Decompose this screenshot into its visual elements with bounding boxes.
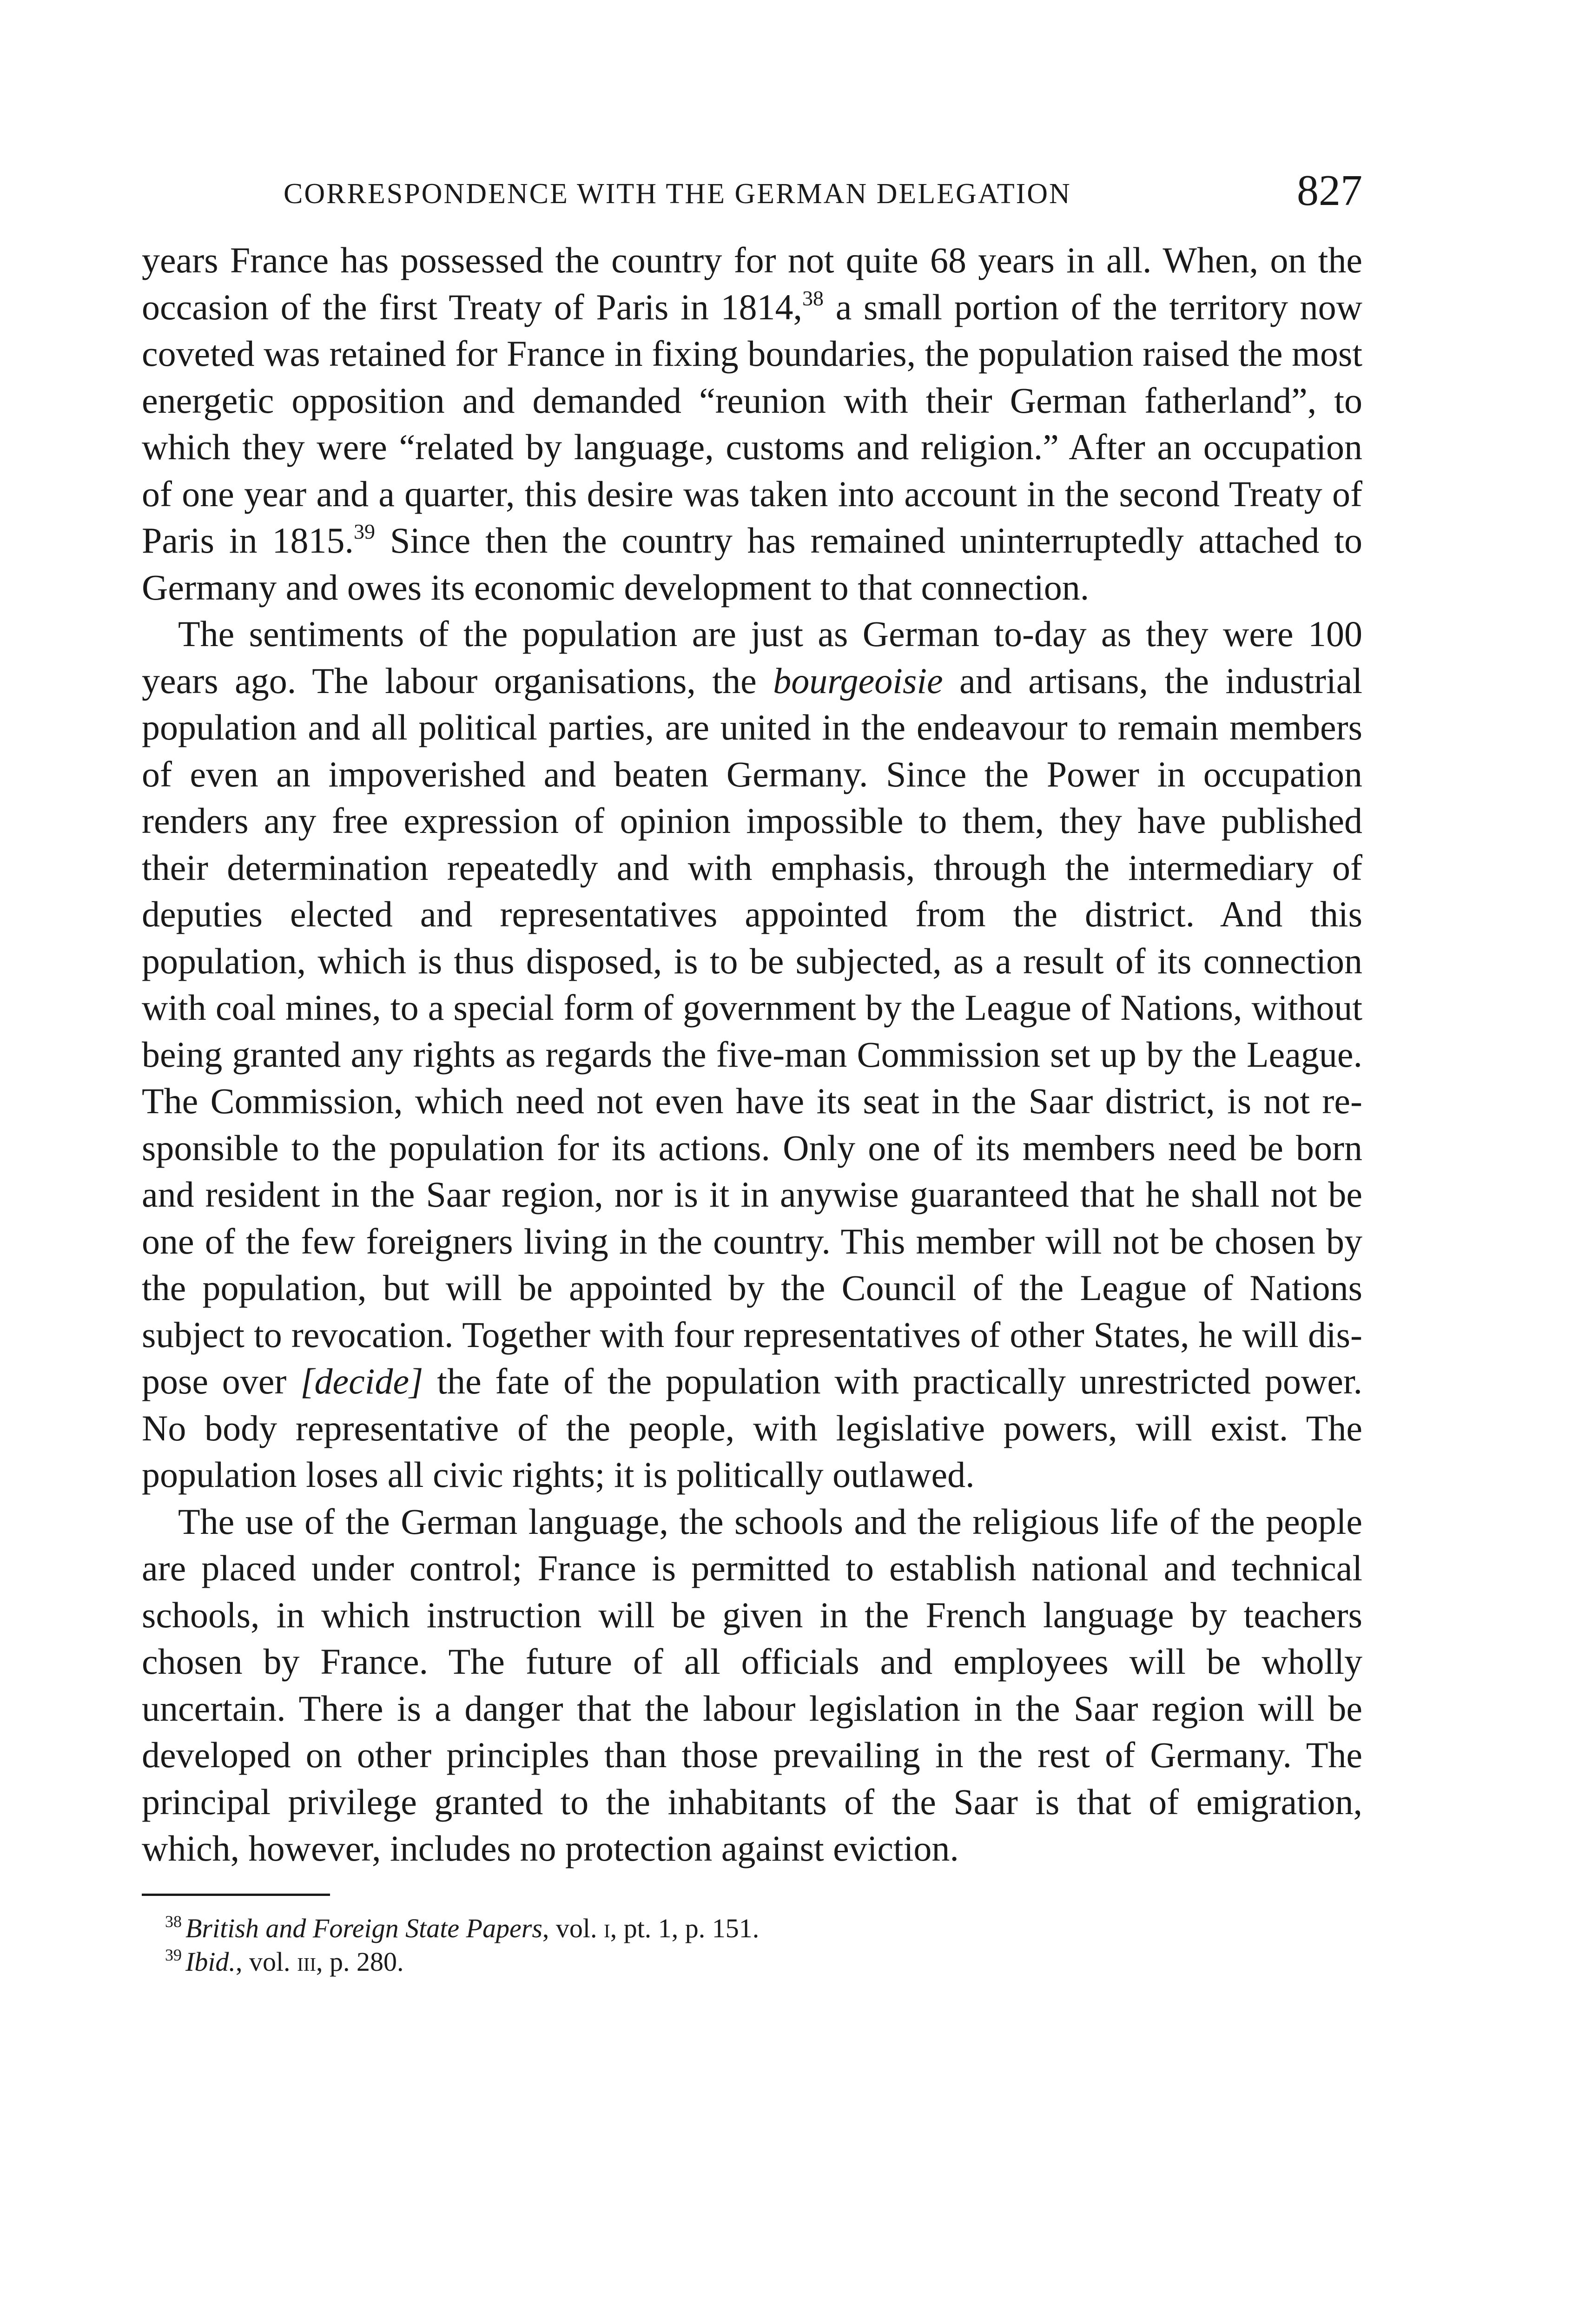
running-title: CORRESPONDENCE WITH THE GERMAN DELEGATION (284, 178, 1071, 210)
paragraph-1-part-c: Since then the country has remained uninterruptedly attached to Germany and owes its economic development to that connection. (142, 520, 1363, 607)
footnotes (142, 1912, 1362, 1979)
page-number: 827 (1297, 166, 1362, 215)
paragraph-2 (142, 611, 1362, 1499)
footnote-volume: i (604, 1913, 610, 1943)
footnote-ref-39[interactable]: 39 (354, 520, 376, 543)
paragraph-1-part-a: years France has possessed the country for not quite 68 years in all. When, on the occasion of the first Treaty of Paris in 1814, (142, 240, 1362, 327)
paragraph-2-part-b: and artisans, the industrial population and all political parties, are united in the endeavour to remain members of even an impoverished and beaten Germany. Since the Power in occupation renders any free expression of opinion impossible to them, they have published their determination repeatedly and with emphasis, through the intermediary of deputies elected and representatives appointed from the district. And this population, which is thus disposed, is to be subjected, as a result of its connection with coal mines, to a special form of government by the League of Nations, without being granted any rights as regards the five-man Commission set up by the League. The Commission, which need not even have its seat in the Saar district, is not responsible to the population for its actions. Only one of its members need be born and resident in the Saar region, nor is it in anywise guaranteed that he shall not be one of the few foreigners living in the country. This member will not be chosen by the population, but will be appointed by the Council of the League of Nations subject to revocation. Together with four representatives of other States, he will dispose over (142, 660, 1362, 1401)
footnote-38 (165, 1912, 1362, 1945)
paragraph-1 (142, 237, 1362, 611)
footnote-citation-end: , p. 280. (316, 1946, 404, 1977)
footnote-source-title: British and Foreign State Papers (185, 1913, 542, 1943)
paragraph-3: The use of the German language, the schools and the religious life of the people are placed under control; France is permitted to establish national and technical schools, in which instruction will be given in the French language by teachers chosen by France. The future of all officials and employees will be wholly uncertain. There is a danger that the labour legislation in the Saar region will be developed on other principles than those prevailing in the rest of Germany. The principal privilege granted to the inhabitants of the Saar is that of emigration, which, however, includes no protection against eviction. (142, 1501, 1362, 1868)
italic-term-bourgeoisie: bourgeoisie (773, 660, 943, 701)
body-text (142, 237, 1362, 1872)
footnote-39 (165, 1945, 1362, 1979)
footnote-ref-38[interactable]: 38 (802, 286, 824, 310)
paragraph-2-part-a: The sentiments of the population are just as German to-day as they were 100 years ago. The labour organisations, the (142, 614, 1362, 701)
footnote-mark: 38 (165, 1912, 182, 1931)
paragraph-2-part-c: the fate of the population with practically unrestricted power. No body representative of the people, with legislative powers, will exist. The population loses all civic rights; it is politically outlawed. (142, 1361, 1362, 1495)
footnote-citation: , vol. (542, 1913, 604, 1943)
running-head (142, 167, 1362, 218)
footnote-mark: 39 (165, 1945, 182, 1964)
book-page (142, 167, 1362, 1979)
editorial-insertion: [decide] (300, 1361, 423, 1401)
footnote-citation: , vol. (235, 1946, 297, 1977)
footnote-citation-end: , pt. 1, p. 151. (610, 1913, 760, 1943)
footnote-source-title: Ibid. (185, 1946, 236, 1977)
paragraph-1-part-b: a small portion of the territory now coveted was retained for France in fixing boundaries, the population raised the most energetic opposition and demanded “reunion with their German fatherland”, to which they were “related by language, customs and religion.” After an occupation of one year and a quarter, this desire was taken into account in the second Treaty of Paris in 1815. (142, 286, 1363, 561)
footnote-divider (142, 1894, 330, 1896)
footnote-volume: iii (297, 1946, 317, 1977)
